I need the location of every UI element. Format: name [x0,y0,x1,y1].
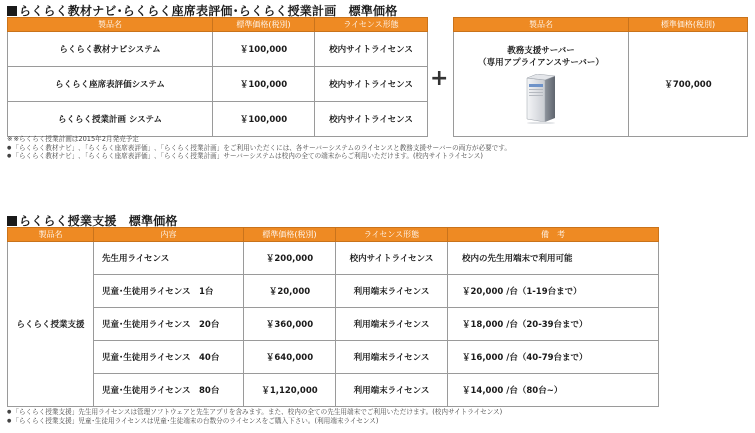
content: 児童･生徒用ライセンス 20台 [94,308,244,341]
header-price: 標準価格(税別) [213,18,315,32]
license-type: 校内サイトライセンス [315,32,428,67]
section2-notes [7,408,502,425]
section1-title: らくらく教材ナビ･らくらく座席表評価･らくらく授業計画 標準価格 [7,2,397,19]
note-student-license: ● 「らくらく授業支援」児童･生徒用ライセンスは児童･生徒端末の台数分のライセンスをご購入下さい。(利用端末ライセンス) [7,417,502,426]
product-name: らくらく授業支援 [8,242,94,407]
note-site-license: ● 「らくらく教材ナビ」､「らくらく座席表評価」､「らくらく授業計画」サーバーシステムは校内の全ての端末からご利用いただけます。(校内サイトライセンス) [7,152,511,161]
price: ￥1,120,000 [244,374,336,407]
content: 児童･生徒用ライセンス 1台 [94,275,244,308]
server-price: ￥700,000 [629,32,748,137]
table-row [454,32,748,137]
remarks: ￥16,000 /台（40-79台まで） [448,341,659,374]
product-name: らくらく座席表評価システム [8,67,213,102]
square-bullet-icon [7,216,17,226]
table-row [8,242,659,275]
note-requirement: ● 「らくらく教材ナビ」､「らくらく座席表評価」､「らくらく授業計画」をご利用いただくには、各サーバーシステムのライセンスと教務支援サーバーの両方が必要です。 [7,144,511,153]
remarks: ￥20,000 /台（1-19台まで） [448,275,659,308]
header-product: 製品名 [8,228,94,242]
server-name-line1: 教務支援サーバー [507,45,575,56]
table-row [8,308,659,341]
table-row [8,32,428,67]
license-type: 利用端末ライセンス [336,275,448,308]
section2-title: らくらく授業支援 標準価格 [7,212,178,229]
server-name-line2: （専用アプライアンスサーバー） [478,57,604,68]
content: 先生用ライセンス [94,242,244,275]
remarks: 校内の先生用端末で利用可能 [448,242,659,275]
header-price: 標準価格(税別) [629,18,748,32]
section1-notes [7,135,511,161]
table-header-row [8,18,428,32]
license-type: 利用端末ライセンス [336,374,448,407]
table-header-row [8,228,659,242]
server-price-table [453,17,748,137]
header-remarks: 備 考 [448,228,659,242]
software-price-table [7,17,428,137]
content: 児童･生徒用ライセンス 80台 [94,374,244,407]
header-product: 製品名 [454,18,629,32]
remarks: ￥14,000 /台（80台~） [448,374,659,407]
header-license: ライセンス形態 [336,228,448,242]
license-type: 校内サイトライセンス [336,242,448,275]
lesson-support-price-table [7,227,659,407]
note-release: ※ ※らくらく授業計画は2015年2月発売予定 [7,135,511,144]
table-row [8,67,428,102]
price: ￥200,000 [244,242,336,275]
price: ￥20,000 [244,275,336,308]
license-type: 校内サイトライセンス [315,102,428,137]
price: ￥100,000 [213,67,315,102]
note-teacher-license: ● 「らくらく授業支援」先生用ライセンスは管理ソフトウェアと先生アプリを含みます。また、校内の全ての先生用端末でご利用いただけます。(校内サイトライセンス) [7,408,502,417]
square-bullet-icon [7,6,17,16]
server-product-cell [454,32,629,137]
table-row [8,374,659,407]
table-row [8,102,428,137]
content: 児童･生徒用ライセンス 40台 [94,341,244,374]
table-header-row [454,18,748,32]
plus-sign: + [430,66,449,91]
remarks: ￥18,000 /台（20-39台まで） [448,308,659,341]
product-name: らくらく授業計画 システム [8,102,213,137]
license-type: 利用端末ライセンス [336,308,448,341]
license-type: 利用端末ライセンス [336,341,448,374]
header-license: ライセンス形態 [315,18,428,32]
product-name: らくらく教材ナビシステム [8,32,213,67]
license-type: 校内サイトライセンス [315,67,428,102]
table-row [8,275,659,308]
header-price: 標準価格(税別) [244,228,336,242]
header-product: 製品名 [8,18,213,32]
price: ￥100,000 [213,102,315,137]
header-content: 内容 [94,228,244,242]
server-icon [523,74,559,124]
price: ￥360,000 [244,308,336,341]
price: ￥100,000 [213,32,315,67]
price: ￥640,000 [244,341,336,374]
table-row [8,341,659,374]
